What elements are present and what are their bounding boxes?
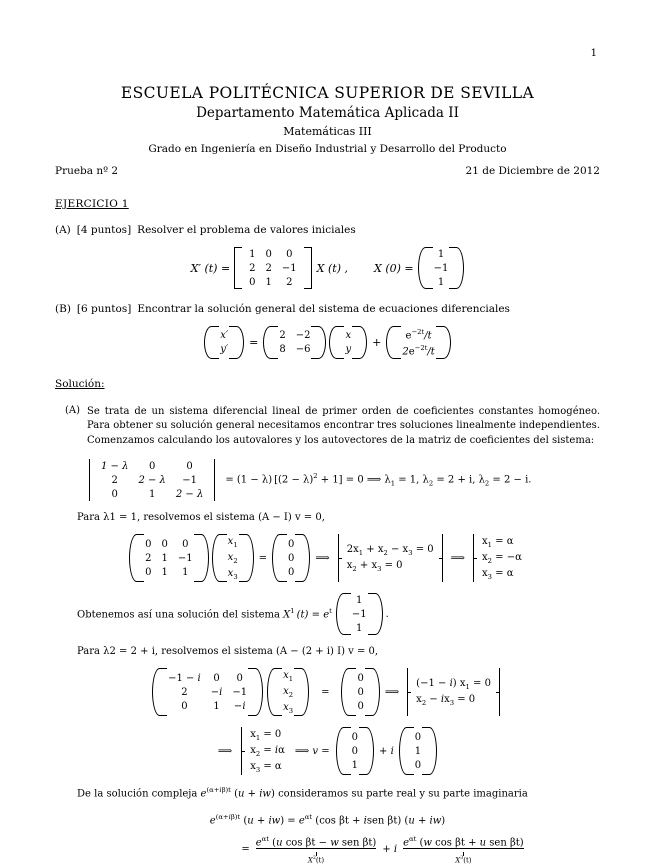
system1-vars: $x_1$ $x_2$ $x_3$ bbox=[227, 535, 238, 581]
determinant-line bbox=[85, 459, 600, 501]
part-a-initial-vector: 1 −1 1 bbox=[433, 248, 449, 288]
subject-title: Matemáticas III bbox=[283, 125, 372, 138]
system1-zero: 0 0 0 bbox=[288, 538, 295, 578]
system1: 0 0 0 2 1 −1 0 1 1 $x_1$ $x_2$ $x_3$ = 0 0 0 ⟹ $2x_1 + x_2 - x_3 = 0$ $x_2 + x_3 = 0$ ⟹ $x_1 = \alpha$ $x_2 = -\alpha$ $x_3 = \alpha$ bbox=[55, 534, 600, 582]
determinant-result: = (1 − λ) $[(2 - \lambda)^2 + 1] = 0$ ⟹ $\lambda_1 = 1$, $\lambda_2 = 2 + i$, $\lambda_2 = 2 - i$. bbox=[225, 472, 532, 488]
exam-date: 21 de Diciembre de 2012 bbox=[465, 165, 600, 177]
solution1-vector: 1 −1 1 bbox=[351, 594, 367, 634]
solution-heading: Solución: bbox=[55, 377, 105, 390]
solution1-line: Obtenemos así una solución del sistema $X^1$ $(t) = e^t$ 1 −1 1 . bbox=[77, 594, 389, 634]
part-b-equation: x′ y′ = 2 −2 8 −6 x y + $e^{-2t}/t$ $2e^{-2t}/t$ bbox=[55, 326, 600, 359]
x3-term: $e^{\alpha t}$ (w cos βt + u sen βt) $X^3(t)$ bbox=[403, 834, 524, 864]
part-a-text: Resolver el problema de valores iniciales bbox=[137, 224, 356, 236]
part-a-equation: X′ (t) = 1 0 0 2 2 −1 0 1 2 X (t) , X (0) = 1 −1 1 bbox=[55, 247, 600, 289]
lambda1-line: Para λ1 = 1, resolvemos el sistema (A − I) v = 0, bbox=[77, 512, 325, 524]
part-b-lhs-vector: x′ y′ bbox=[220, 329, 229, 355]
page-content bbox=[55, 84, 600, 864]
part-b-var-vector: x y bbox=[345, 329, 352, 355]
part-b-forcing-vector: $e^{-2t}/t$ $2e^{-2t}/t$ bbox=[402, 327, 435, 358]
system2-matrix: −1 − i 0 0 2 −i −1 0 1 −i bbox=[168, 672, 248, 712]
exercise-part-a bbox=[55, 224, 600, 236]
system2: −1 − i 0 0 2 −i −1 0 1 −i $x_1$ $x_2$ $x_3$ = 0 0 0 ⟹ (−1 − i) $x_1 = 0$ $x_2 - ix_3 = 0$ bbox=[55, 668, 600, 716]
determinant-matrix: 1 − λ 0 0 2 2 − λ −1 0 1 2 − λ bbox=[101, 460, 204, 500]
system2-solution: $x_1 = 0$ $x_2 = i\alpha$ $x_3 = \alpha$ bbox=[250, 728, 285, 774]
part-a-matrix: 1 0 0 2 2 −1 0 1 2 bbox=[249, 248, 297, 288]
degree-title: Grado en Ingeniería en Diseño Industrial y Desarrollo del Producto bbox=[148, 143, 507, 155]
part-b-points: [6 puntos] bbox=[76, 303, 132, 315]
exam-meta-row bbox=[55, 165, 600, 177]
complex-solution-line: De la solución compleja $e^{(\alpha+i\beta)t}$ (u + iw) consideramos su parte real y su parte imaginaria bbox=[77, 786, 528, 800]
solution-part-a-label: (A) bbox=[65, 404, 81, 416]
part-a-label: (A) bbox=[55, 224, 71, 236]
exam-label: Prueba nº 2 bbox=[55, 165, 119, 177]
system1-matrix: 0 0 0 2 1 −1 0 1 1 bbox=[145, 538, 193, 578]
system1-solution: $x_1 = \alpha$ $x_2 = -\alpha$ $x_3 = \alpha$ bbox=[481, 535, 522, 581]
lambda2-line: Para λ2 = 2 + i, resolvemos el sistema (A − (2 + i) I) v = 0, bbox=[77, 646, 379, 658]
part-b-label: (B) bbox=[55, 303, 71, 315]
solution-part-a bbox=[65, 405, 600, 449]
department-title: Departamento Matemática Aplicada II bbox=[196, 105, 459, 121]
system2-v-imag: 0 1 0 bbox=[414, 731, 422, 771]
part-b-text: Encontrar la solución general del sistema de ecuaciones diferenciales bbox=[137, 303, 510, 315]
x2-term: $e^{\alpha t}$ (u cos βt − w sen βt) $X^2(t)$ bbox=[255, 834, 377, 864]
system2-solution-line: ⟹ $x_1 = 0$ $x_2 = i\alpha$ $x_3 = \alpha$ ⟹ v = 0 0 1 + i 0 1 0 bbox=[55, 727, 600, 775]
system2-vars: $x_1$ $x_2$ $x_3$ bbox=[283, 669, 294, 715]
complex-eq-2: = $e^{\alpha t}$ (u cos βt − w sen βt) $X^2(t)$ + i $e^{\alpha t}$ (w cos βt + u sen βt) $X^3(t)$ bbox=[241, 834, 524, 864]
system2-v-real: 0 0 1 bbox=[351, 731, 358, 771]
solution-part-a-paragraph: Se trata de un sistema diferencial lineal de primer orden de coeficientes constantes homogéneo. Para obtener su solución general necesitamos encontrar tres soluciones linealmente independientes. Comenzamos calculando los autovalores y los autovectores de la matriz de coeficientes del sistema: bbox=[87, 405, 600, 446]
system1-equations: $2x_1 + x_2 - x_3 = 0$ $x_2 + x_3 = 0$ bbox=[346, 543, 434, 573]
complex-eq-1: $e^{(\alpha+i\beta)t}$ $(u + iw) = e^{\alpha t}$ (cos βt + isen βt) (u + iw) bbox=[209, 813, 446, 827]
part-b-matrix: 2 −2 8 −6 bbox=[279, 329, 311, 355]
solution1-text: Obtenemos así una solución del sistema $X^1$ $(t) = e^t$ bbox=[77, 607, 332, 621]
exercise-part-b bbox=[55, 303, 600, 315]
page-number: 1 bbox=[590, 48, 597, 59]
system2-zero: 0 0 0 bbox=[357, 672, 364, 712]
part-a-points: [4 puntos] bbox=[76, 224, 132, 236]
school-title: ESCUELA POLITÉCNICA SUPERIOR DE SEVILLA bbox=[120, 84, 535, 102]
system2-equations: (−1 − i) $x_1 = 0$ $x_2 - ix_3 = 0$ bbox=[416, 677, 491, 707]
exercise-heading: EJERCICIO 1 bbox=[55, 198, 129, 210]
